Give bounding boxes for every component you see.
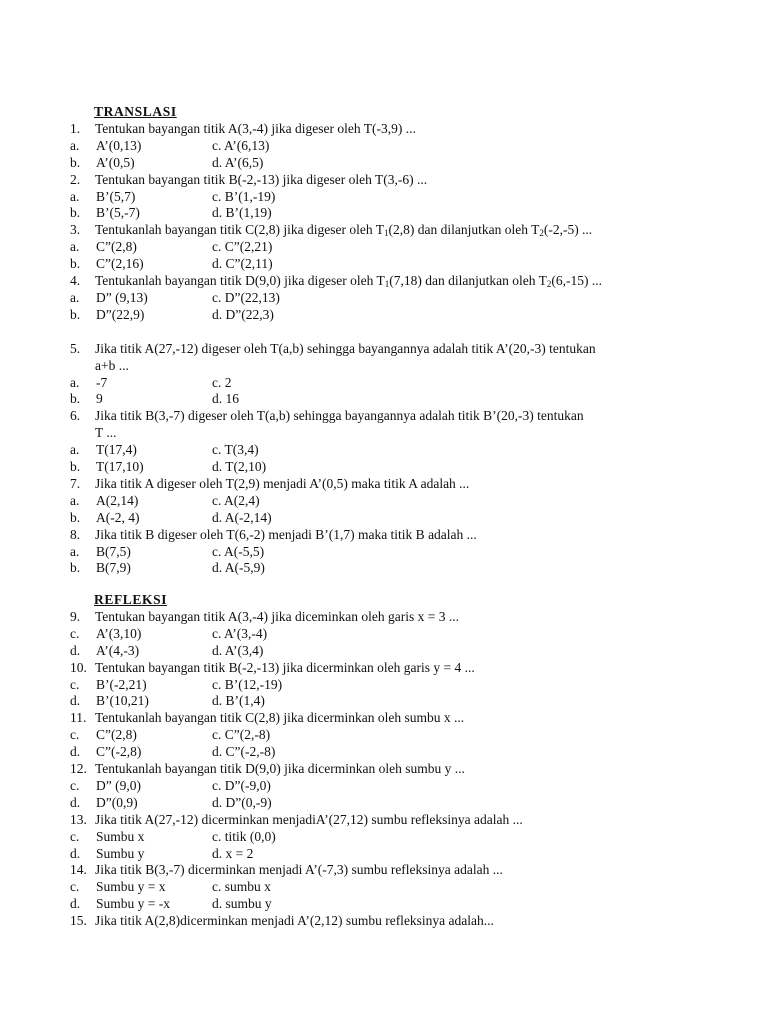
option-left-answer: C”(2,8): [96, 239, 137, 255]
question-text: [95, 272, 602, 289]
question-text-continuation: T ...: [95, 425, 117, 441]
option-right-answer: c. D”(22,13): [212, 289, 280, 305]
option-letter: c.: [70, 879, 80, 895]
question-number: 6.: [70, 408, 81, 424]
option-letter: c.: [70, 727, 80, 743]
option-left-answer: A’(0,5): [96, 154, 135, 170]
question-number: 11.: [70, 710, 87, 726]
option-letter: b.: [70, 205, 81, 221]
option-right-answer: d. B’(1,4): [212, 693, 265, 709]
question-text: [95, 221, 592, 238]
option-letter: d.: [70, 794, 81, 810]
question-text: Jika titik B(3,-7) dicerminkan menjadi A’(-7,3) sumbu refleksinya adalah ...: [95, 862, 503, 878]
option-letter: d.: [70, 896, 81, 912]
question-number: 9.: [70, 608, 81, 624]
option-right-answer: d. C”(-2,-8): [212, 744, 276, 760]
option-right-answer: c. C”(2,-8): [212, 727, 271, 743]
option-right-answer: d. A’(6,5): [212, 154, 264, 170]
option-left-answer: C”(-2,8): [96, 744, 142, 760]
question-number: 4.: [70, 273, 81, 288]
option-right-answer: d. A(-2,14): [212, 509, 272, 525]
section-heading: TRANSLASI: [94, 104, 177, 119]
option-letter: c.: [70, 777, 80, 793]
question-text: Jika titik B digeser oleh T(6,-2) menjadi B’(1,7) maka titik B adalah ...: [95, 526, 477, 542]
option-left-answer: 9: [96, 391, 103, 407]
option-right-answer: d. D”(0,-9): [212, 794, 272, 810]
option-letter: a.: [70, 492, 80, 508]
option-left-answer: A’(4,-3): [96, 642, 140, 658]
option-right-answer: d. C”(2,11): [212, 256, 273, 272]
option-letter: c.: [70, 676, 80, 692]
option-letter: a.: [70, 239, 80, 255]
option-right-answer: d. B’(1,19): [212, 205, 272, 221]
question-text: Tentukan bayangan titik A(3,-4) jika digeser oleh T(-3,9) ...: [95, 120, 416, 136]
option-right-answer: c. A’(3,-4): [212, 625, 268, 641]
subscript-index: 1: [384, 279, 390, 289]
section-heading: REFLEKSI: [94, 592, 168, 607]
question-number: 7.: [70, 475, 81, 491]
option-letter: d.: [70, 642, 81, 658]
option-right-answer: d. A’(3,4): [212, 642, 264, 658]
question-number: 1.: [70, 120, 81, 136]
question-text: Jika titik B(3,-7) digeser oleh T(a,b) sehingga bayangannya adalah titik B’(20,-3) tentukan: [95, 408, 584, 424]
option-letter: b.: [70, 509, 81, 525]
question-text: Jika titik A(2,8)dicerminkan menjadi A’(2,12) sumbu refleksinya adalah...: [95, 913, 494, 929]
option-letter: a.: [70, 543, 80, 559]
option-letter: a.: [70, 137, 80, 153]
question-text: Jika titik A(27,-12) digeser oleh T(a,b) sehingga bayangannya adalah titik A’(20,-3) tentukan: [95, 340, 596, 356]
question-text: Tentukanlah bayangan titik C(2,8) jika dicerminkan oleh sumbu x ...: [95, 710, 465, 726]
question-text-continuation: a+b ...: [95, 357, 129, 373]
option-left-answer: Sumbu y: [96, 845, 145, 861]
option-letter: d.: [70, 845, 81, 861]
option-letter: a.: [70, 442, 80, 458]
option-right-answer: c. T(3,4): [212, 442, 259, 458]
question-number: 12.: [70, 761, 87, 776]
option-left-answer: Sumbu y = -x: [96, 896, 170, 912]
question-text: Tentukan bayangan titik A(3,-4) jika diceminkan oleh garis x = 3 ...: [95, 608, 459, 624]
option-letter: b.: [70, 391, 81, 407]
question-text: Tentukan bayangan titik B(-2,-13) jika digeser oleh T(3,-6) ...: [95, 171, 428, 187]
option-letter: b.: [70, 154, 81, 170]
option-right-answer: c. A’(6,13): [212, 137, 270, 153]
option-letter: d.: [70, 693, 81, 709]
subscript-index: 1: [383, 228, 389, 239]
option-right-answer: d. A(-5,9): [212, 560, 265, 576]
option-left-answer: D”(0,9): [96, 794, 138, 810]
option-left-answer: C”(2,16): [96, 256, 144, 272]
question-number: 3.: [70, 222, 81, 238]
option-left-answer: -7: [96, 374, 108, 390]
option-right-answer: c. C”(2,21): [212, 239, 273, 255]
option-left-answer: Sumbu y = x: [96, 879, 166, 895]
option-left-answer: A’(0,13): [96, 137, 142, 153]
question-number: 8.: [70, 526, 81, 542]
option-right-answer: c. B’(12,-19): [212, 676, 283, 692]
option-right-answer: c. titik (0,0): [212, 828, 276, 844]
option-left-answer: A(2,14): [96, 492, 139, 508]
question-text: Jika titik A(27,-12) dicerminkan menjadiA’(27,12) sumbu refleksinya adalah ...: [95, 811, 523, 827]
option-right-answer: d. sumbu y: [212, 896, 272, 912]
question-text-part: (7,18) dan dilanjutkan oleh T: [389, 273, 547, 288]
question-text-part: (2,8) dan dilanjutkan oleh T: [388, 222, 540, 238]
option-right-answer: c. A(-5,5): [212, 543, 265, 559]
option-left-answer: C”(2,8): [96, 727, 137, 743]
question-text-part: (6,-15) ...: [551, 273, 602, 288]
question-text-part: Tentukanlah bayangan titik C(2,8) jika digeser oleh T: [95, 222, 384, 238]
option-left-answer: D”(22,9): [96, 306, 145, 322]
option-left-answer: Sumbu x: [96, 828, 145, 844]
option-letter: c.: [70, 625, 80, 641]
question-number: 14.: [70, 862, 87, 878]
option-left-answer: B’(-2,21): [96, 676, 147, 692]
question-number: 13.: [70, 811, 87, 827]
question-number: 2.: [70, 171, 81, 187]
option-right-answer: c. D”(-9,0): [212, 777, 271, 793]
option-left-answer: B’(10,21): [96, 693, 149, 709]
option-letter: b.: [70, 306, 81, 322]
option-right-answer: d. x = 2: [212, 845, 254, 861]
option-letter: a.: [70, 289, 80, 305]
subscript-index: 2: [546, 279, 552, 289]
option-left-answer: B’(5,7): [96, 188, 136, 204]
question-text: Tentukan bayangan titik B(-2,-13) jika dicerminkan oleh garis y = 4 ...: [95, 659, 475, 675]
option-right-answer: d. T(2,10): [212, 459, 267, 474]
option-left-answer: B(7,9): [96, 560, 131, 576]
option-letter: a.: [70, 188, 80, 204]
option-left-answer: D” (9,0): [96, 777, 141, 793]
option-right-answer: c. sumbu x: [212, 879, 271, 895]
question-text-part: (-2,-5) ...: [543, 222, 593, 238]
question-number: 15.: [70, 913, 87, 929]
option-letter: b.: [70, 560, 81, 576]
option-left-answer: A(-2, 4): [96, 509, 140, 525]
option-right-answer: d. 16: [212, 391, 239, 407]
option-letter: b.: [70, 256, 81, 272]
option-left-answer: D” (9,13): [96, 289, 148, 305]
question-number: 5.: [70, 340, 81, 356]
option-left-answer: B’(5,-7): [96, 205, 140, 221]
option-right-answer: d. D”(22,3): [212, 306, 274, 322]
option-left-answer: T(17,4): [96, 442, 137, 458]
option-left-answer: B(7,5): [96, 543, 131, 559]
option-right-answer: c. A(2,4): [212, 492, 260, 508]
option-left-answer: T(17,10): [96, 459, 144, 474]
option-right-answer: c. 2: [212, 374, 232, 390]
option-letter: d.: [70, 744, 81, 760]
option-letter: b.: [70, 459, 81, 474]
option-letter: c.: [70, 828, 80, 844]
question-number: 10.: [70, 659, 87, 675]
option-letter: a.: [70, 374, 80, 390]
option-right-answer: c. B’(1,-19): [212, 188, 276, 204]
question-text: Tentukanlah bayangan titik D(9,0) jika dicerminkan oleh sumbu y ...: [95, 761, 465, 776]
question-text: Jika titik A digeser oleh T(2,9) menjadi A’(0,5) maka titik A adalah ...: [95, 475, 470, 491]
question-text-part: Tentukanlah bayangan titik D(9,0) jika digeser oleh T: [95, 273, 385, 288]
subscript-index: 2: [539, 228, 544, 239]
option-left-answer: A’(3,10): [96, 625, 142, 641]
